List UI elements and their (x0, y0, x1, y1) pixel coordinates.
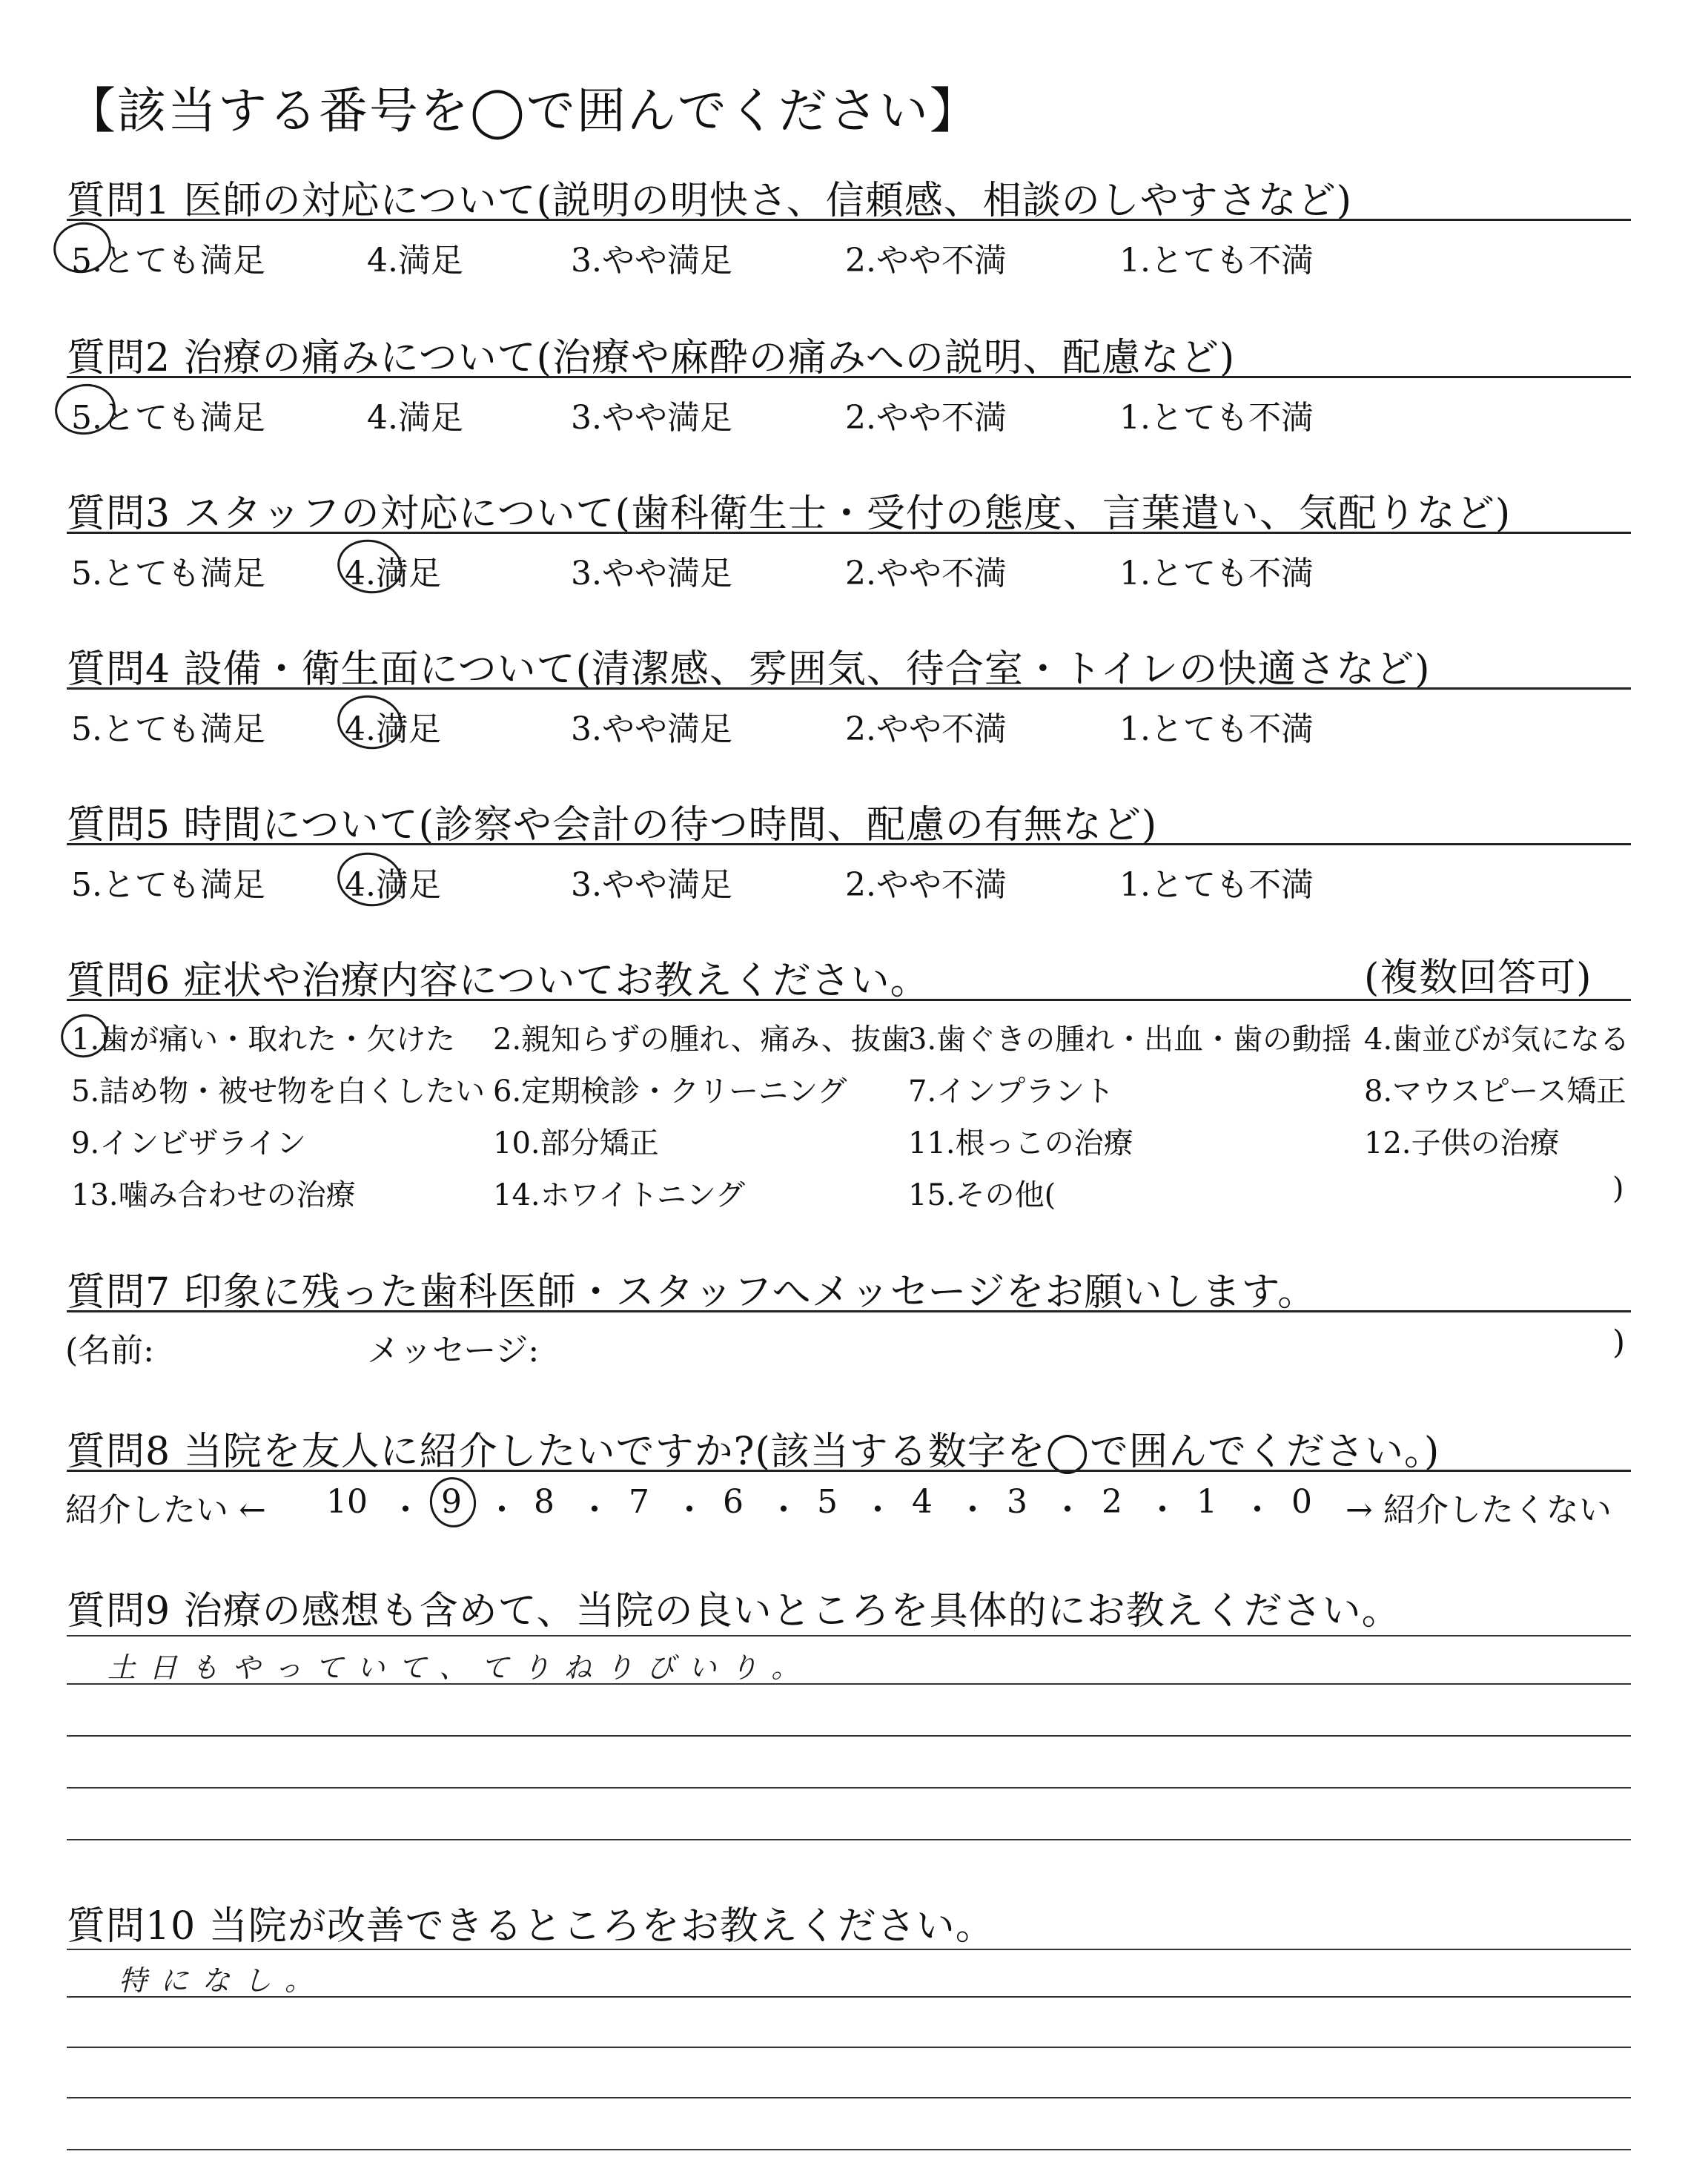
q5-option-2[interactable]: 2.やや不満 (845, 866, 1007, 904)
q7-message-field[interactable] (563, 1320, 1601, 1361)
q1-option-1[interactable]: 1.とても不満 (1119, 242, 1314, 280)
q7-rule (67, 1310, 1631, 1312)
q6-option-15-other[interactable]: 15.その他( (908, 1178, 1056, 1212)
q6-option-1[interactable]: 1.歯が痛い・取れた・欠けた (71, 1023, 456, 1057)
q8-separator: ・ (1051, 1491, 1084, 1529)
q7-message-label: メッセージ: (367, 1332, 540, 1370)
q8-scale-3[interactable]: 3 (1007, 1483, 1027, 1521)
q8-scale-6[interactable]: 6 (723, 1483, 744, 1521)
q4-option-1[interactable]: 1.とても不満 (1119, 710, 1314, 748)
q8-selection-circle (426, 1473, 480, 1531)
q6-option-8[interactable]: 8.マウスピース矯正 (1364, 1074, 1626, 1109)
q8-scale-0[interactable]: 0 (1291, 1483, 1312, 1521)
q2-option-3[interactable]: 3.やや満足 (571, 399, 732, 437)
q8-scale-9[interactable]: 9 (441, 1483, 462, 1521)
q4-option-4[interactable]: 4.満足 (345, 710, 441, 748)
q3-option-2[interactable]: 2.やや不満 (845, 555, 1007, 592)
q6-title: 質問6 症状や治療内容についてお教えください。 (67, 959, 930, 1003)
q6-option-13[interactable]: 13.噛み合わせの治療 (71, 1178, 356, 1212)
q8-scale-7[interactable]: 7 (629, 1483, 649, 1521)
q6-option-7[interactable]: 7.インプラント (908, 1074, 1115, 1109)
q5-title: 質問5 時間について(診察や会計の待つ時間、配慮の有無など) (67, 803, 1158, 848)
q1-option-2[interactable]: 2.やや不満 (845, 242, 1007, 280)
q9-title: 質問9 治療の感想も含めて、当院の良いところを具体的にお教えください。 (67, 1589, 1401, 1634)
q1-option-3[interactable]: 3.やや満足 (571, 242, 732, 280)
q2-option-1[interactable]: 1.とても不満 (1119, 399, 1314, 437)
q2-option-4[interactable]: 4.満足 (367, 399, 463, 437)
q8-scale-2[interactable]: 2 (1102, 1483, 1122, 1521)
q3-option-5[interactable]: 5.とても満足 (71, 555, 265, 592)
q6-option-5[interactable]: 5.詰め物・被せ物を白くしたい (71, 1074, 486, 1109)
q3-option-3[interactable]: 3.やや満足 (571, 555, 732, 592)
q8-title: 質問8 当院を友人に紹介したいですか?(該当する数字を◯で囲んでください。) (67, 1430, 1440, 1474)
q10-handwritten-answer[interactable]: 特になし。 (119, 1964, 327, 1997)
q6-option-4[interactable]: 4.歯並びが気になる (1364, 1023, 1630, 1057)
q4-option-3[interactable]: 3.やや満足 (571, 710, 732, 748)
q4-rule (67, 687, 1631, 690)
q6-other-close-paren: ) (1612, 1172, 1624, 1206)
q10-answer-line (67, 2149, 1631, 2150)
q8-separator: ・ (486, 1491, 518, 1529)
q8-separator: ・ (1146, 1491, 1179, 1529)
q6-rule (67, 999, 1631, 1001)
q4-option-5[interactable]: 5.とても満足 (71, 710, 265, 748)
q8-scale-4[interactable]: 4 (912, 1483, 933, 1521)
q3-title: 質問3 スタッフの対応について(歯科衛生士・受付の態度、言葉遣い、気配りなど) (67, 492, 1512, 536)
q9-handwritten-answer[interactable]: 土日もやっていて、てりねりびいり。 (107, 1651, 813, 1684)
q9-answer-line (67, 1635, 1631, 1636)
q5-option-4[interactable]: 4.満足 (345, 866, 441, 904)
q2-option-2[interactable]: 2.やや不満 (845, 399, 1007, 437)
q8-separator: ・ (389, 1491, 422, 1529)
form-heading: 【該当する番号を◯で囲んでください】 (67, 82, 980, 139)
q8-scale-5[interactable]: 5 (817, 1483, 838, 1521)
q4-title: 質問4 設備・衛生面について(清潔感、雰囲気、待合室・トイレの快適さなど) (67, 647, 1431, 692)
q1-rule (67, 219, 1631, 221)
q2-title: 質問2 治療の痛みについて(治療や麻酔の痛みへの説明、配慮など) (67, 336, 1236, 380)
q1-option-5[interactable]: 5.とても満足 (71, 242, 265, 280)
q6-option-6[interactable]: 6.定期検診・クリーニング (493, 1074, 847, 1109)
q9-answer-line (67, 1735, 1631, 1737)
q7-name-label: (名前: (65, 1332, 154, 1370)
q8-scale-1[interactable]: 1 (1196, 1483, 1217, 1521)
q7-name-field[interactable] (185, 1320, 356, 1361)
q9-answer-line (67, 1839, 1631, 1840)
q9-answer-line (67, 1787, 1631, 1789)
q7-close-paren: ) (1612, 1324, 1626, 1361)
q5-option-1[interactable]: 1.とても不満 (1119, 866, 1314, 904)
q2-option-5[interactable]: 5.とても満足 (71, 399, 265, 437)
q8-separator: ・ (861, 1491, 894, 1529)
q8-rule (67, 1470, 1631, 1472)
q10-title: 質問10 当院が改善できるところをお教えください。 (67, 1904, 995, 1949)
q8-separator: ・ (1241, 1491, 1274, 1529)
q6-option-12[interactable]: 12.子供の治療 (1364, 1126, 1560, 1160)
q8-separator: ・ (578, 1491, 611, 1529)
q5-option-3[interactable]: 3.やや満足 (571, 866, 732, 904)
q8-separator: ・ (956, 1491, 989, 1529)
q5-rule (67, 843, 1631, 845)
q3-option-1[interactable]: 1.とても不満 (1119, 555, 1314, 592)
q6-option-3[interactable]: 3.歯ぐきの腫れ・出血・歯の動揺 (908, 1023, 1352, 1057)
q6-option-9[interactable]: 9.インビザライン (71, 1126, 306, 1160)
q8-scale-10[interactable]: 10 (326, 1483, 368, 1521)
q2-rule (67, 376, 1631, 378)
q10-answer-line (67, 2097, 1631, 2098)
q8-right-label: → 紹介したくない (1345, 1491, 1612, 1529)
q6-multiple-answer-note: (複数回答可) (1364, 956, 1592, 1000)
q5-option-5[interactable]: 5.とても満足 (71, 866, 265, 904)
q10-answer-line (67, 2047, 1631, 2048)
q1-option-4[interactable]: 4.満足 (367, 242, 463, 280)
q4-option-2[interactable]: 2.やや不満 (845, 710, 1007, 748)
q6-option-10[interactable]: 10.部分矯正 (493, 1126, 659, 1160)
q8-separator: ・ (767, 1491, 800, 1529)
q6-option-11[interactable]: 11.根っこの治療 (908, 1126, 1133, 1160)
q1-title: 質問1 医師の対応について(説明の明快さ、信頼感、相談のしやすさなど) (67, 179, 1353, 223)
q6-option-14[interactable]: 14.ホワイトニング (493, 1178, 746, 1212)
q8-scale-8[interactable]: 8 (534, 1483, 555, 1521)
q7-title: 質問7 印象に残った歯科医師・スタッフへメッセージをお願いします。 (67, 1270, 1317, 1315)
q6-option-2[interactable]: 2.親知らずの腫れ、痛み、抜歯 (493, 1023, 910, 1057)
q3-rule (67, 532, 1631, 534)
q3-option-4[interactable]: 4.満足 (345, 555, 441, 592)
q8-left-label: 紹介したい ← (65, 1491, 266, 1529)
q10-answer-line (67, 1949, 1631, 1950)
q8-separator: ・ (673, 1491, 706, 1529)
